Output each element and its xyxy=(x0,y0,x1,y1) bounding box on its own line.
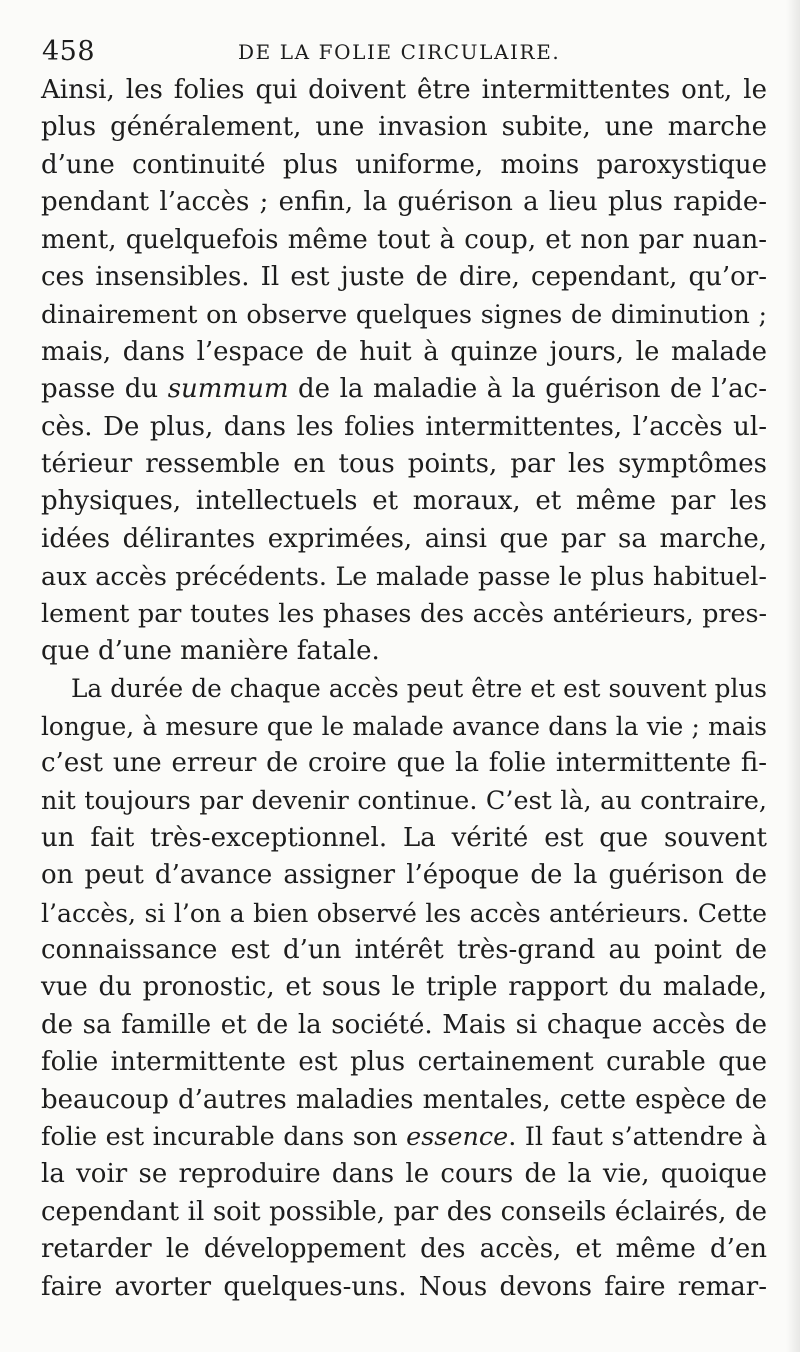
text-line: faire avorter quelques-uns. Nous devons faire remar- xyxy=(41,1271,767,1302)
text-line: térieur ressemble en tous points, par les symptômes xyxy=(41,448,767,479)
text-line: aux accès précédents. Le malade passe le plus habituel- xyxy=(41,561,767,592)
text-line: Ainsi, les folies qui doivent être intermittentes ont, le xyxy=(41,75,767,105)
text-line: pendant l’accès ; enfin, la guérison a lieu plus rapide- xyxy=(41,187,767,218)
text-line: cès. De plus, dans les folies intermittentes, l’accès ul- xyxy=(41,411,767,442)
text-line: plus généralement, une invasion subite, une marche xyxy=(41,112,767,143)
text-line: physiques, intellectuels et moraux, et même par les xyxy=(41,486,767,517)
text-line: ment, quelquefois même tout à coup, et non par nuan- xyxy=(41,224,767,255)
text-line: d’une continuité plus uniforme, moins paroxystique xyxy=(41,149,767,180)
text-line: c’est une erreur de croire que la folie intermittente fi- xyxy=(41,748,767,779)
running-title: DE LA FOLIE CIRCULAIRE. xyxy=(238,40,561,64)
text-line: longue, à mesure que le malade avance dans la vie ; mais xyxy=(41,711,767,741)
text-line: la voir se reproduire dans le cours de la vie, quoique xyxy=(41,1159,767,1190)
italic-term: summum xyxy=(167,374,289,405)
text-line: dinairement on observe quelques signes de diminution ; xyxy=(41,299,767,330)
text-line: on peut d’avance assigner l’époque de la guérison de xyxy=(41,860,767,891)
text-line: folie intermittente est plus certainement curable que xyxy=(41,1047,767,1078)
text-line: idées délirantes exprimées, ainsi que par sa marche, xyxy=(41,523,767,554)
running-header xyxy=(42,34,762,74)
text-line: connaissance est d’un intérêt très-grand au point de xyxy=(41,934,767,965)
italic-term: essence xyxy=(406,1121,509,1152)
body-text xyxy=(41,72,767,1306)
text-line: ces insensibles. Il est juste de dire, cependant, qu’or- xyxy=(41,261,767,292)
text-line: que d’une manière fatale. xyxy=(41,635,380,666)
text-line: cependant il soit possible, par des conseils éclairés, de xyxy=(41,1196,767,1227)
text-line: un fait très-exceptionnel. La vérité est que souvent xyxy=(41,822,767,853)
text-line: nit toujours par devenir continue. C’est là, au contraire, xyxy=(41,785,767,816)
text-line: mais, dans l’espace de huit à quinze jours, le malade xyxy=(41,336,767,367)
text-line: retarder le développement des accès, et même d’en xyxy=(41,1234,767,1265)
text-line: de sa famille et de la société. Mais si chaque accès de xyxy=(41,1009,767,1040)
text-line: l’accès, si l’on a bien observé les accès antérieurs. Cette xyxy=(41,898,767,928)
page-number: 458 xyxy=(42,36,96,67)
text-line: vue du pronostic, et sous le triple rapport du malade, xyxy=(41,972,767,1003)
text-line: beaucoup d’autres maladies mentales, cette espèce de xyxy=(41,1084,767,1115)
text-line: folie est incurable dans son essence. Il faut s’attendre à xyxy=(41,1121,767,1152)
text-line: lement par toutes les phases des accès antérieurs, pres- xyxy=(41,599,767,629)
text-line: La durée de chaque accès peut être et est souvent plus xyxy=(71,674,767,704)
page-edge-shadow xyxy=(786,0,800,1352)
text-line: passe du summum de la maladie à la guérison de l’ac- xyxy=(41,374,767,405)
